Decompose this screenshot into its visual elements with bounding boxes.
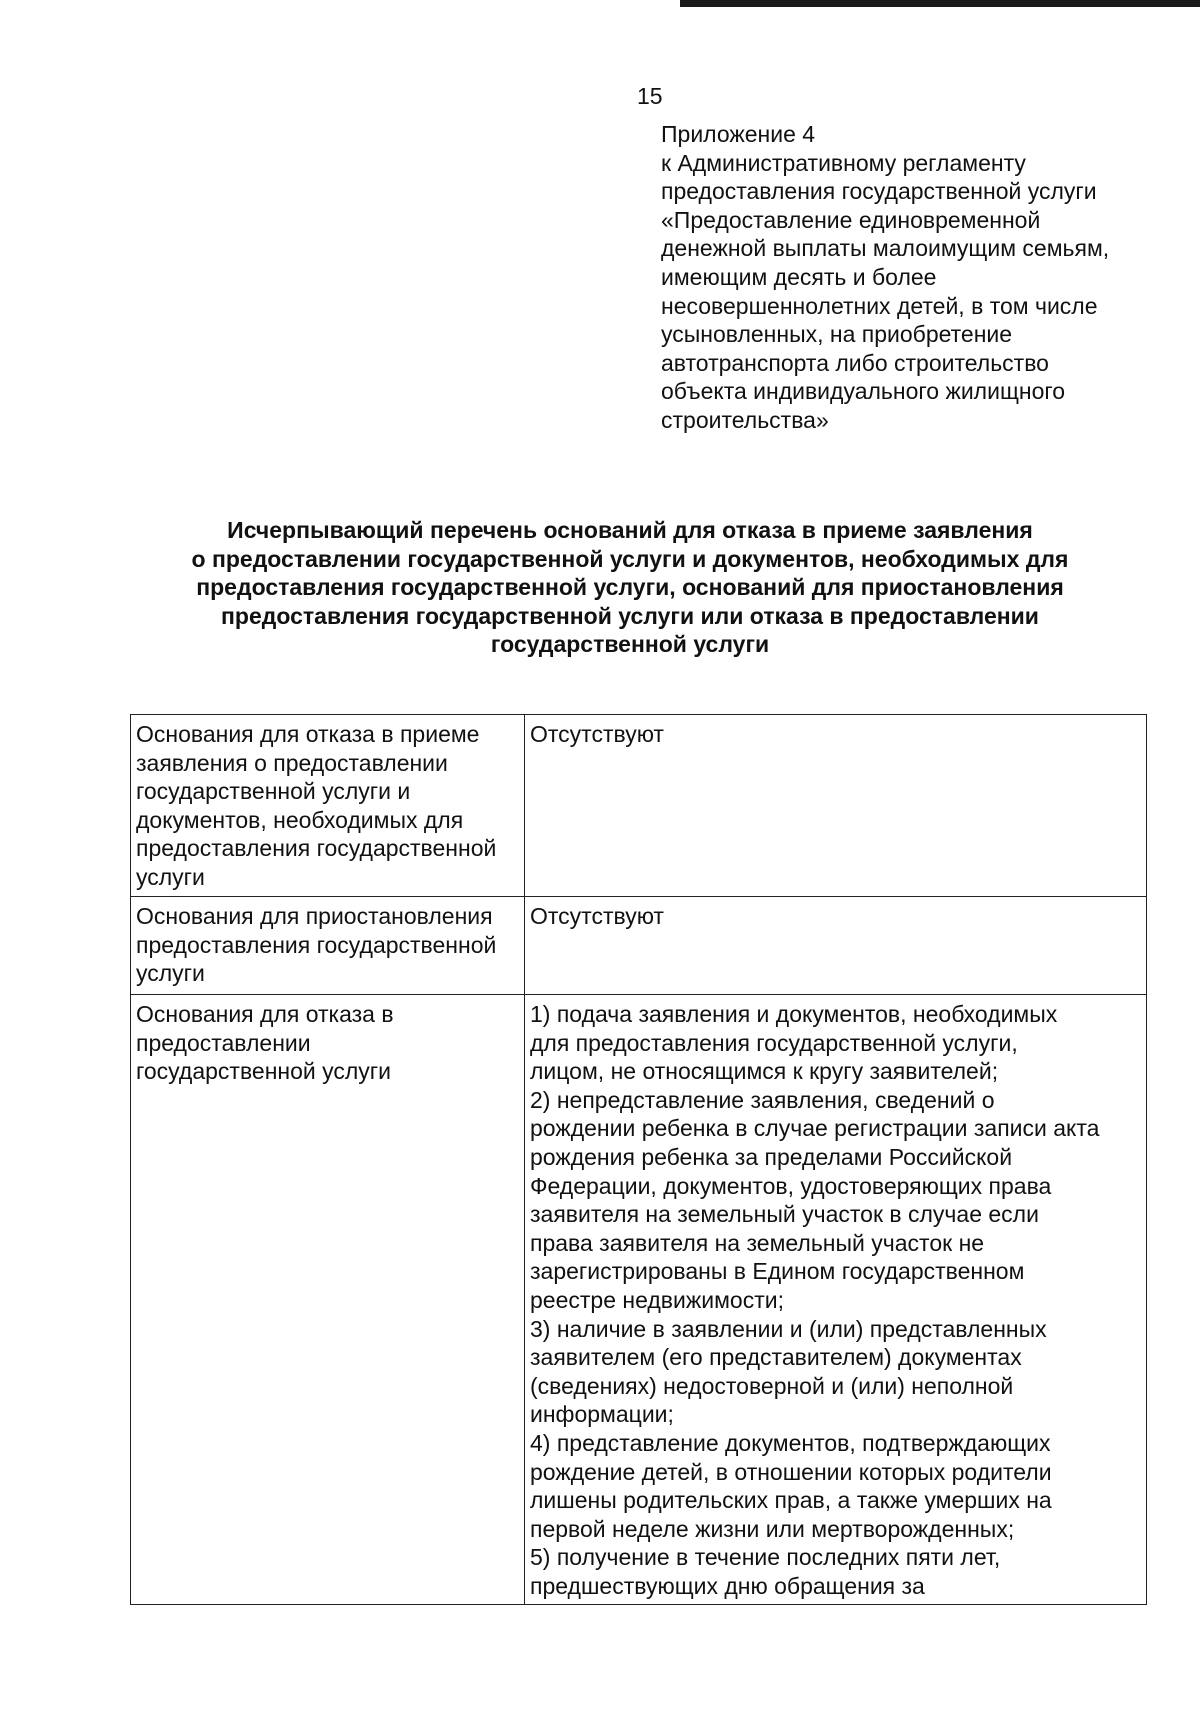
cell-line: информации; xyxy=(530,1401,674,1428)
cell-line: для предоставления государственной услуги, xyxy=(530,1029,1018,1056)
cell-line: Отсутствуют xyxy=(530,721,664,747)
cell-line: документов, необходимых для xyxy=(136,806,464,833)
cell-line: предшествующих дню обращения за xyxy=(530,1572,925,1599)
table-row xyxy=(131,715,1147,897)
cell-line: Основания для отказа в xyxy=(136,1001,394,1027)
row-value-refusal-intake xyxy=(525,715,1147,897)
row-value-refusal-service xyxy=(525,995,1147,1605)
cell-line: заявителя на земельный участок в случае если xyxy=(530,1201,1039,1228)
cell-line: первой неделе жизни или мертворожденных; xyxy=(530,1515,1015,1542)
appendix-line: Приложение 4 xyxy=(661,121,816,147)
cell-line: Основания для приостановления xyxy=(136,903,493,929)
cell-line: государственной услуги и xyxy=(136,778,411,805)
appendix-line: денежной выплаты малоимущим семьям, xyxy=(661,235,1110,262)
row-value-suspension xyxy=(525,897,1147,995)
cell-line: 1) подача заявления и документов, необходимых xyxy=(530,1001,1058,1027)
appendix-line: усыновленных, на приобретение xyxy=(661,321,1013,348)
cell-line: предоставления государственной xyxy=(136,931,497,958)
cell-line: услуги xyxy=(136,960,205,987)
title-line: о предоставлении государственной услуги и документов, необходимых для xyxy=(191,545,1069,572)
appendix-heading xyxy=(661,120,1161,435)
cell-line: реестре недвижимости; xyxy=(530,1286,784,1313)
scan-edge-mark xyxy=(680,0,1200,7)
cell-line: лишены родительских прав, а также умерших на xyxy=(530,1487,1052,1514)
cell-line: 4) представление документов, подтверждающих xyxy=(530,1429,1051,1456)
cell-line: 3) наличие в заявлении и (или) представленных xyxy=(530,1315,1047,1342)
appendix-line: к Административному регламенту xyxy=(661,149,1026,176)
cell-line: (сведениях) недостоверной и (или) неполной xyxy=(530,1372,1014,1399)
title-line: предоставления государственной услуги, оснований для приостановления xyxy=(196,574,1064,601)
cell-line: заявления о предоставлении xyxy=(136,749,448,776)
cell-line: 5) получение в течение последних пяти лет, xyxy=(530,1544,1001,1571)
title-line: Исчерпывающий перечень оснований для отказа в приеме заявления xyxy=(227,517,1033,543)
cell-line: 2) непредставление заявления, сведений о xyxy=(530,1086,995,1113)
cell-line: зарегистрированы в Едином государственном xyxy=(530,1258,1025,1285)
table-row xyxy=(131,995,1147,1605)
cell-line: предоставления государственной xyxy=(136,835,497,862)
appendix-line: предоставления государственной услуги xyxy=(661,178,1097,205)
cell-line: государственной услуги xyxy=(136,1058,392,1085)
title-line: государственной услуги xyxy=(490,631,770,658)
cell-line: права заявителя на земельный участок не xyxy=(530,1229,985,1256)
title-line: предоставления государственной услуги или отказа в предоставлении xyxy=(221,602,1039,629)
cell-line: услуги xyxy=(136,863,205,890)
cell-line: Федерации, документов, удостоверяющих права xyxy=(530,1172,1052,1199)
cell-line: лицом, не относящимся к кругу заявителей; xyxy=(530,1058,999,1085)
cell-line: рождении ребенка в случае регистрации записи акта xyxy=(530,1115,1100,1142)
appendix-line: «Предоставление единовременной xyxy=(661,206,1041,233)
cell-line: предоставлении xyxy=(136,1029,311,1056)
appendix-line: имеющим десять и более xyxy=(661,263,937,290)
row-label-refusal-service xyxy=(131,995,525,1605)
row-label-refusal-intake xyxy=(131,715,525,897)
cell-line: рождения ребенка за пределами Российской xyxy=(530,1143,1013,1170)
appendix-line: строительства» xyxy=(661,406,829,433)
cell-line: Отсутствуют xyxy=(530,903,664,929)
document-title xyxy=(130,516,1130,659)
table-row xyxy=(131,897,1147,995)
cell-line: заявителем (его представителем) документах xyxy=(530,1344,1022,1371)
appendix-line: объекта индивидуального жилищного xyxy=(661,378,1066,405)
page-number: 15 xyxy=(637,83,663,109)
cell-line: Основания для отказа в приеме xyxy=(136,721,480,747)
row-label-suspension xyxy=(131,897,525,995)
appendix-line: несовершеннолетних детей, в том числе xyxy=(661,292,1098,319)
appendix-line: автотранспорта либо строительство xyxy=(661,349,1049,376)
cell-line: рождение детей, в отношении которых родители xyxy=(530,1458,1052,1485)
grounds-table xyxy=(130,714,1147,1605)
